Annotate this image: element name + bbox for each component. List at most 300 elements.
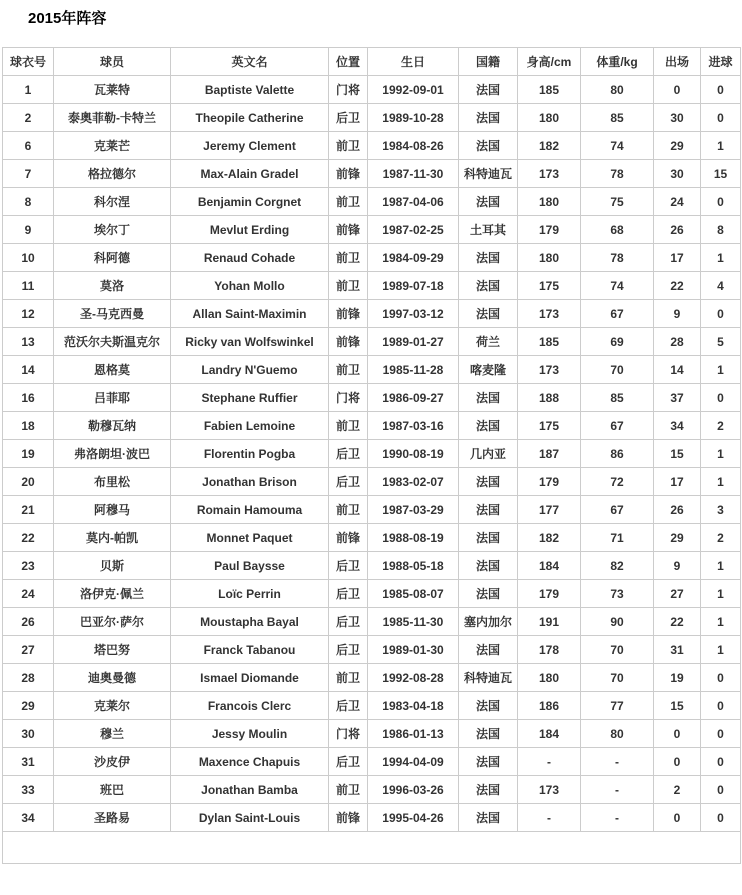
table-cell-english-name: Fabien Lemoine (171, 412, 329, 440)
table-cell-birthday: 1985-08-07 (368, 580, 459, 608)
table-cell-weight: 75 (581, 188, 654, 216)
table-cell-english-name: Allan Saint-Maximin (171, 300, 329, 328)
table-cell-position: 前卫 (329, 188, 368, 216)
table-cell-appearances: 37 (654, 384, 701, 412)
table-cell-height: 175 (518, 272, 581, 300)
table-cell-jersey-number: 28 (3, 664, 54, 692)
table-cell-position: 前卫 (329, 496, 368, 524)
table-cell-goals: 0 (701, 76, 741, 104)
table-cell-player-name: 塔巴努 (54, 636, 171, 664)
table-cell-position: 后卫 (329, 440, 368, 468)
table-cell-appearances: 14 (654, 356, 701, 384)
table-cell-player-name: 科尔涅 (54, 188, 171, 216)
table-cell-nationality: 法国 (459, 104, 518, 132)
table-cell-goals: 0 (701, 804, 741, 832)
table-cell-appearances: 31 (654, 636, 701, 664)
table-row (3, 104, 741, 132)
table-cell-jersey-number: 26 (3, 608, 54, 636)
table-cell-goals: 2 (701, 412, 741, 440)
table-cell-birthday: 1983-04-18 (368, 692, 459, 720)
table-cell-player-name: 吕菲耶 (54, 384, 171, 412)
table-cell-nationality: 法国 (459, 748, 518, 776)
table-cell-height: 179 (518, 580, 581, 608)
table-row (3, 496, 741, 524)
table-cell-nationality: 法国 (459, 132, 518, 160)
table-cell-goals: 1 (701, 636, 741, 664)
table-cell-birthday: 1997-03-12 (368, 300, 459, 328)
table-cell-birthday: 1986-01-13 (368, 720, 459, 748)
table-cell-english-name: Mevlut Erding (171, 216, 329, 244)
table-cell-nationality: 喀麦隆 (459, 356, 518, 384)
table-cell-position: 前卫 (329, 244, 368, 272)
table-row (3, 468, 741, 496)
table-cell-nationality: 法国 (459, 636, 518, 664)
table-cell-goals: 1 (701, 608, 741, 636)
table-cell-goals: 0 (701, 384, 741, 412)
table-cell-goals: 1 (701, 580, 741, 608)
table-cell-english-name: Dylan Saint-Louis (171, 804, 329, 832)
table-cell-birthday: 1990-08-19 (368, 440, 459, 468)
table-cell-birthday: 1987-03-29 (368, 496, 459, 524)
table-cell-player-name: 恩格莫 (54, 356, 171, 384)
table-cell-nationality: 几内亚 (459, 440, 518, 468)
table-cell-player-name: 科阿德 (54, 244, 171, 272)
table-cell-appearances: 24 (654, 188, 701, 216)
table-cell-english-name: Stephane Ruffier (171, 384, 329, 412)
table-cell-height: 178 (518, 636, 581, 664)
table-cell-jersey-number: 34 (3, 804, 54, 832)
header-cell-weight: 体重/kg (581, 48, 654, 76)
table-row (3, 384, 741, 412)
table-cell-appearances: 0 (654, 720, 701, 748)
table-cell-goals: 1 (701, 552, 741, 580)
table-row (3, 608, 741, 636)
table-cell-player-name: 圣-马克西曼 (54, 300, 171, 328)
empty-footer-cell (3, 832, 741, 864)
table-row (3, 244, 741, 272)
table-cell-position: 前卫 (329, 664, 368, 692)
table-cell-height: 177 (518, 496, 581, 524)
table-cell-birthday: 1984-09-29 (368, 244, 459, 272)
table-cell-position: 前卫 (329, 776, 368, 804)
table-row (3, 524, 741, 552)
table-cell-jersey-number: 12 (3, 300, 54, 328)
table-cell-birthday: 1988-05-18 (368, 552, 459, 580)
header-cell-jersey-number: 球衣号 (3, 48, 54, 76)
table-cell-jersey-number: 27 (3, 636, 54, 664)
table-cell-appearances: 17 (654, 244, 701, 272)
table-row (3, 272, 741, 300)
table-cell-appearances: 15 (654, 440, 701, 468)
table-cell-appearances: 19 (654, 664, 701, 692)
table-cell-height: 180 (518, 664, 581, 692)
table-cell-jersey-number: 6 (3, 132, 54, 160)
table-cell-goals: 5 (701, 328, 741, 356)
table-cell-player-name: 迪奥曼德 (54, 664, 171, 692)
table-cell-english-name: Max-Alain Gradel (171, 160, 329, 188)
table-cell-player-name: 阿穆马 (54, 496, 171, 524)
table-cell-jersey-number: 11 (3, 272, 54, 300)
table-cell-player-name: 瓦莱特 (54, 76, 171, 104)
table-cell-birthday: 1994-04-09 (368, 748, 459, 776)
table-cell-english-name: Monnet Paquet (171, 524, 329, 552)
table-cell-weight: 70 (581, 636, 654, 664)
table-cell-nationality: 土耳其 (459, 216, 518, 244)
header-cell-nationality: 国籍 (459, 48, 518, 76)
table-cell-birthday: 1987-11-30 (368, 160, 459, 188)
table-row (3, 440, 741, 468)
table-cell-jersey-number: 16 (3, 384, 54, 412)
table-cell-appearances: 15 (654, 692, 701, 720)
table-cell-jersey-number: 20 (3, 468, 54, 496)
table-cell-weight: 85 (581, 384, 654, 412)
table-row (3, 356, 741, 384)
table-cell-jersey-number: 29 (3, 692, 54, 720)
table-cell-nationality: 法国 (459, 188, 518, 216)
table-cell-nationality: 荷兰 (459, 328, 518, 356)
table-cell-weight: 85 (581, 104, 654, 132)
table-cell-english-name: Renaud Cohade (171, 244, 329, 272)
table-cell-english-name: Ricky van Wolfswinkel (171, 328, 329, 356)
table-cell-nationality: 法国 (459, 580, 518, 608)
table-cell-appearances: 28 (654, 328, 701, 356)
table-cell-weight: 90 (581, 608, 654, 636)
header-cell-english-name: 英文名 (171, 48, 329, 76)
table-cell-nationality: 科特迪瓦 (459, 160, 518, 188)
table-cell-english-name: Theopile Catherine (171, 104, 329, 132)
table-cell-player-name: 穆兰 (54, 720, 171, 748)
table-cell-birthday: 1983-02-07 (368, 468, 459, 496)
table-cell-height: 180 (518, 188, 581, 216)
table-cell-jersey-number: 8 (3, 188, 54, 216)
table-cell-position: 后卫 (329, 748, 368, 776)
table-cell-nationality: 法国 (459, 496, 518, 524)
table-cell-goals: 0 (701, 720, 741, 748)
table-cell-birthday: 1986-09-27 (368, 384, 459, 412)
table-cell-player-name: 埃尔丁 (54, 216, 171, 244)
table-cell-position: 后卫 (329, 608, 368, 636)
table-cell-nationality: 法国 (459, 552, 518, 580)
table-row (3, 216, 741, 244)
table-cell-player-name: 泰奥菲勒-卡特兰 (54, 104, 171, 132)
table-row (3, 188, 741, 216)
table-cell-english-name: Jonathan Brison (171, 468, 329, 496)
table-cell-appearances: 29 (654, 132, 701, 160)
table-cell-player-name: 范沃尔夫斯温克尔 (54, 328, 171, 356)
table-cell-height: 188 (518, 384, 581, 412)
table-cell-position: 前锋 (329, 804, 368, 832)
table-row (3, 664, 741, 692)
table-cell-goals: 0 (701, 692, 741, 720)
table-cell-birthday: 1985-11-30 (368, 608, 459, 636)
table-cell-player-name: 沙皮伊 (54, 748, 171, 776)
table-cell-player-name: 班巴 (54, 776, 171, 804)
header-cell-height: 身高/cm (518, 48, 581, 76)
table-cell-player-name: 莫洛 (54, 272, 171, 300)
table-cell-appearances: 9 (654, 300, 701, 328)
table-cell-height: 173 (518, 356, 581, 384)
table-cell-player-name: 圣路易 (54, 804, 171, 832)
table-cell-goals: 3 (701, 496, 741, 524)
table-cell-english-name: Landry N'Guemo (171, 356, 329, 384)
table-cell-goals: 1 (701, 356, 741, 384)
table-cell-player-name: 洛伊克·佩兰 (54, 580, 171, 608)
table-cell-height: - (518, 748, 581, 776)
table-cell-player-name: 巴亚尔·萨尔 (54, 608, 171, 636)
table-cell-position: 前卫 (329, 356, 368, 384)
table-cell-weight: - (581, 748, 654, 776)
page-title: 2015年阵容 (28, 10, 107, 27)
table-cell-player-name: 克莱芒 (54, 132, 171, 160)
table-cell-player-name: 克莱尔 (54, 692, 171, 720)
table-cell-height: 173 (518, 160, 581, 188)
table-cell-birthday: 1985-11-28 (368, 356, 459, 384)
table-cell-height: 185 (518, 328, 581, 356)
table-row (3, 412, 741, 440)
table-cell-weight: 73 (581, 580, 654, 608)
table-cell-jersey-number: 1 (3, 76, 54, 104)
table-row (3, 328, 741, 356)
table-cell-nationality: 法国 (459, 300, 518, 328)
table-cell-player-name: 莫内-帕凯 (54, 524, 171, 552)
header-cell-appearances: 出场 (654, 48, 701, 76)
table-cell-appearances: 17 (654, 468, 701, 496)
table-row (3, 160, 741, 188)
table-row (3, 580, 741, 608)
table-cell-goals: 0 (701, 300, 741, 328)
table-cell-appearances: 0 (654, 804, 701, 832)
table-cell-jersey-number: 18 (3, 412, 54, 440)
table-cell-position: 前锋 (329, 216, 368, 244)
table-cell-nationality: 法国 (459, 692, 518, 720)
table-cell-player-name: 弗洛朗坦·波巴 (54, 440, 171, 468)
table-cell-height: 180 (518, 104, 581, 132)
header-cell-birthday: 生日 (368, 48, 459, 76)
table-cell-weight: 67 (581, 300, 654, 328)
table-row (3, 552, 741, 580)
table-cell-height: 184 (518, 720, 581, 748)
table-cell-nationality: 法国 (459, 524, 518, 552)
table-cell-weight: 86 (581, 440, 654, 468)
table-cell-birthday: 1988-08-19 (368, 524, 459, 552)
table-cell-height: 187 (518, 440, 581, 468)
table-cell-appearances: 22 (654, 608, 701, 636)
table-row (3, 692, 741, 720)
table-cell-weight: - (581, 804, 654, 832)
table-cell-birthday: 1992-09-01 (368, 76, 459, 104)
table-cell-english-name: Yohan Mollo (171, 272, 329, 300)
header-cell-position: 位置 (329, 48, 368, 76)
table-cell-weight: 78 (581, 244, 654, 272)
table-cell-jersey-number: 31 (3, 748, 54, 776)
table-cell-jersey-number: 9 (3, 216, 54, 244)
table-cell-weight: 70 (581, 664, 654, 692)
table-cell-goals: 0 (701, 104, 741, 132)
table-cell-position: 前锋 (329, 300, 368, 328)
table-cell-position: 门将 (329, 384, 368, 412)
table-row (3, 748, 741, 776)
table-cell-goals: 0 (701, 664, 741, 692)
table-cell-jersey-number: 24 (3, 580, 54, 608)
table-cell-height: 186 (518, 692, 581, 720)
table-cell-height: - (518, 804, 581, 832)
table-cell-birthday: 1989-07-18 (368, 272, 459, 300)
table-cell-jersey-number: 2 (3, 104, 54, 132)
table-cell-english-name: Ismael Diomande (171, 664, 329, 692)
table-cell-birthday: 1987-04-06 (368, 188, 459, 216)
table-cell-birthday: 1989-10-28 (368, 104, 459, 132)
table-cell-jersey-number: 14 (3, 356, 54, 384)
table-cell-goals: 1 (701, 440, 741, 468)
table-cell-weight: 78 (581, 160, 654, 188)
table-cell-birthday: 1992-08-28 (368, 664, 459, 692)
table-cell-appearances: 22 (654, 272, 701, 300)
table-cell-jersey-number: 21 (3, 496, 54, 524)
table-cell-position: 后卫 (329, 468, 368, 496)
table-cell-position: 前卫 (329, 412, 368, 440)
table-cell-weight: 74 (581, 132, 654, 160)
table-cell-weight: 80 (581, 720, 654, 748)
table-cell-appearances: 0 (654, 748, 701, 776)
table-cell-jersey-number: 22 (3, 524, 54, 552)
table-cell-goals: 8 (701, 216, 741, 244)
table-cell-english-name: Loïc Perrin (171, 580, 329, 608)
table-cell-goals: 1 (701, 132, 741, 160)
table-cell-english-name: Baptiste Valette (171, 76, 329, 104)
table-cell-birthday: 1989-01-27 (368, 328, 459, 356)
table-cell-position: 前锋 (329, 160, 368, 188)
squad-roster-table (2, 47, 741, 864)
table-cell-english-name: Paul Baysse (171, 552, 329, 580)
table-cell-height: 182 (518, 132, 581, 160)
table-cell-appearances: 26 (654, 216, 701, 244)
table-cell-jersey-number: 30 (3, 720, 54, 748)
table-cell-english-name: Benjamin Corgnet (171, 188, 329, 216)
table-cell-weight: 70 (581, 356, 654, 384)
table-cell-appearances: 27 (654, 580, 701, 608)
table-cell-jersey-number: 19 (3, 440, 54, 468)
table-cell-appearances: 2 (654, 776, 701, 804)
table-cell-position: 前锋 (329, 524, 368, 552)
table-cell-player-name: 布里松 (54, 468, 171, 496)
table-cell-birthday: 1995-04-26 (368, 804, 459, 832)
table-cell-appearances: 30 (654, 104, 701, 132)
table-cell-height: 180 (518, 244, 581, 272)
table-row (3, 804, 741, 832)
table-cell-height: 182 (518, 524, 581, 552)
table-cell-goals: 2 (701, 524, 741, 552)
table-cell-weight: 82 (581, 552, 654, 580)
table-cell-goals: 1 (701, 244, 741, 272)
table-cell-nationality: 科特迪瓦 (459, 664, 518, 692)
table-cell-nationality: 法国 (459, 720, 518, 748)
table-cell-goals: 15 (701, 160, 741, 188)
table-cell-player-name: 勒穆瓦纳 (54, 412, 171, 440)
table-cell-position: 后卫 (329, 580, 368, 608)
table-cell-height: 185 (518, 76, 581, 104)
table-cell-position: 前锋 (329, 328, 368, 356)
table-cell-height: 191 (518, 608, 581, 636)
table-cell-appearances: 26 (654, 496, 701, 524)
table-cell-birthday: 1984-08-26 (368, 132, 459, 160)
table-cell-position: 前卫 (329, 272, 368, 300)
table-row (3, 636, 741, 664)
table-cell-english-name: Florentin Pogba (171, 440, 329, 468)
table-cell-weight: 69 (581, 328, 654, 356)
table-cell-nationality: 法国 (459, 272, 518, 300)
table-row (3, 720, 741, 748)
table-cell-english-name: Moustapha Bayal (171, 608, 329, 636)
header-cell-goals: 进球 (701, 48, 741, 76)
table-cell-position: 后卫 (329, 692, 368, 720)
table-cell-weight: 80 (581, 76, 654, 104)
table-cell-position: 门将 (329, 720, 368, 748)
table-cell-english-name: Jessy Moulin (171, 720, 329, 748)
table-cell-nationality: 塞内加尔 (459, 608, 518, 636)
table-cell-weight: 77 (581, 692, 654, 720)
table-cell-nationality: 法国 (459, 412, 518, 440)
table-cell-english-name: Romain Hamouma (171, 496, 329, 524)
table-cell-weight: 74 (581, 272, 654, 300)
table-cell-goals: 0 (701, 188, 741, 216)
table-cell-jersey-number: 7 (3, 160, 54, 188)
table-cell-english-name: Maxence Chapuis (171, 748, 329, 776)
table-cell-nationality: 法国 (459, 76, 518, 104)
table-cell-weight: - (581, 776, 654, 804)
table-cell-appearances: 34 (654, 412, 701, 440)
table-cell-goals: 1 (701, 468, 741, 496)
table-cell-nationality: 法国 (459, 468, 518, 496)
table-cell-height: 184 (518, 552, 581, 580)
table-cell-appearances: 30 (654, 160, 701, 188)
table-cell-weight: 67 (581, 412, 654, 440)
table-cell-jersey-number: 23 (3, 552, 54, 580)
table-cell-appearances: 0 (654, 76, 701, 104)
table-cell-birthday: 1989-01-30 (368, 636, 459, 664)
table-cell-goals: 4 (701, 272, 741, 300)
table-cell-height: 175 (518, 412, 581, 440)
table-cell-jersey-number: 10 (3, 244, 54, 272)
table-cell-goals: 0 (701, 776, 741, 804)
table-cell-birthday: 1996-03-26 (368, 776, 459, 804)
table-row (3, 300, 741, 328)
table-cell-position: 后卫 (329, 552, 368, 580)
table-cell-player-name: 贝斯 (54, 552, 171, 580)
table-row (3, 132, 741, 160)
table-cell-birthday: 1987-03-16 (368, 412, 459, 440)
table-cell-nationality: 法国 (459, 244, 518, 272)
table-cell-weight: 67 (581, 496, 654, 524)
table-cell-weight: 71 (581, 524, 654, 552)
table-cell-english-name: Jonathan Bamba (171, 776, 329, 804)
table-cell-nationality: 法国 (459, 776, 518, 804)
table-cell-english-name: Francois Clerc (171, 692, 329, 720)
table-cell-english-name: Jeremy Clement (171, 132, 329, 160)
table-cell-appearances: 9 (654, 552, 701, 580)
table-cell-position: 前卫 (329, 132, 368, 160)
table-cell-player-name: 格拉德尔 (54, 160, 171, 188)
table-row (3, 76, 741, 104)
table-cell-height: 173 (518, 776, 581, 804)
table-cell-appearances: 29 (654, 524, 701, 552)
table-cell-nationality: 法国 (459, 804, 518, 832)
table-cell-goals: 0 (701, 748, 741, 776)
table-cell-english-name: Franck Tabanou (171, 636, 329, 664)
table-cell-position: 门将 (329, 76, 368, 104)
table-cell-position: 后卫 (329, 104, 368, 132)
table-cell-height: 173 (518, 300, 581, 328)
table-cell-height: 179 (518, 468, 581, 496)
